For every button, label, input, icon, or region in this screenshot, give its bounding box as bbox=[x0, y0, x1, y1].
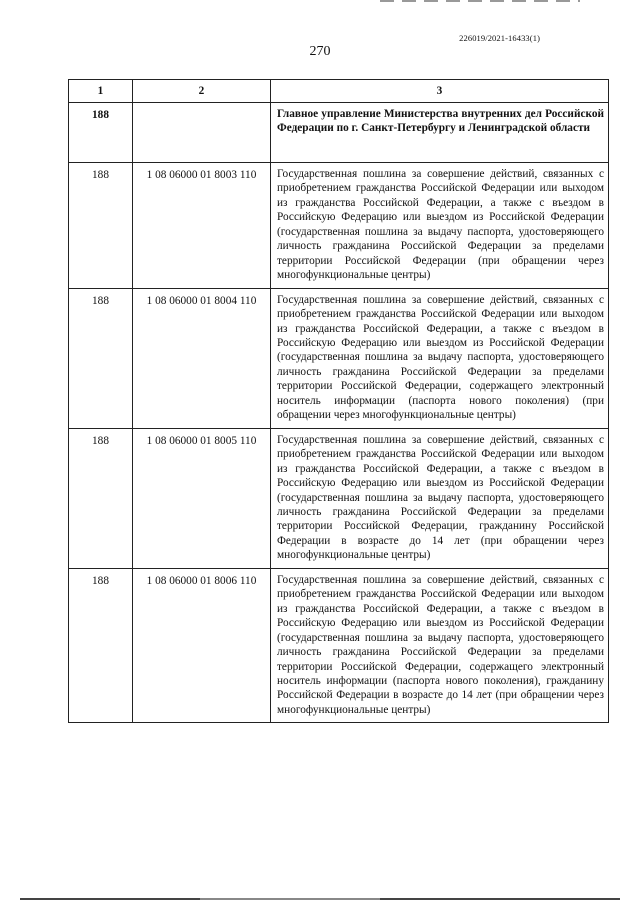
column-header-1: 1 bbox=[69, 80, 133, 103]
description-cell: Государственная пошлина за совершение действий, связанных с приобретением гражданства Российской Федерации или выходом из гражданства Российской Федерации, а также с въездом в Российскую Федерацию или выездом из Российской Федерации (государственная пошлина за выдачу паспорта, удостоверяющего личность гражданина Российской Федерации за пределами территории Российской Федерации, содержащего электронный носитель информации (паспорта нового поколения) (при обращении через многофункциональные центры) bbox=[271, 288, 609, 428]
column-header-3: 3 bbox=[271, 80, 609, 103]
table-row bbox=[69, 288, 609, 428]
revenue-code-cell: 1 08 06000 01 8005 110 bbox=[133, 428, 271, 568]
admin-code-cell: 188 bbox=[69, 288, 133, 428]
revenue-codes-table bbox=[68, 79, 609, 723]
scan-edge-mark bbox=[380, 0, 580, 2]
column-header-2: 2 bbox=[133, 80, 271, 103]
revenue-code-cell: 1 08 06000 01 8003 110 bbox=[133, 163, 271, 289]
revenue-code-cell: 1 08 06000 01 8004 110 bbox=[133, 288, 271, 428]
admin-code-cell: 188 bbox=[69, 568, 133, 723]
table-header-row bbox=[69, 80, 609, 103]
table-row bbox=[69, 428, 609, 568]
document-number: 226019/2021-16433(1) bbox=[459, 33, 540, 43]
table-row bbox=[69, 103, 609, 163]
admin-code-cell: 188 bbox=[69, 163, 133, 289]
description-cell: Главное управление Министерства внутренних дел Российской Федерации по г. Санкт-Петербургу и Ленинградской области bbox=[271, 103, 609, 163]
page-number: 270 bbox=[309, 44, 331, 59]
admin-code-cell: 188 bbox=[69, 103, 133, 163]
revenue-code-cell bbox=[133, 103, 271, 163]
revenue-code-cell: 1 08 06000 01 8006 110 bbox=[133, 568, 271, 723]
table-row bbox=[69, 163, 609, 289]
scan-edge-mark bbox=[20, 898, 620, 900]
description-cell: Государственная пошлина за совершение действий, связанных с приобретением гражданства Российской Федерации или выходом из гражданства Российской Федерации, а также с въездом в Российскую Федерацию или выездом из Российской Федерации (государственная пошлина за выдачу паспорта, удостоверяющего личность гражданина Российской Федерации за пределами территории Российской Федерации, гражданину Российской Федерации в возрасте до 14 лет (при обращении через многофункциональные центры) bbox=[271, 428, 609, 568]
description-cell: Государственная пошлина за совершение действий, связанных с приобретением гражданства Российской Федерации или выходом из гражданства Российской Федерации, а также с въездом в Российскую Федерацию или выездом из Российской Федерации (государственная пошлина за выдачу паспорта, удостоверяющего личность гражданина Российской Федерации за пределами территории Российской Федерации (при обращении через многофункциональные центры) bbox=[271, 163, 609, 289]
description-cell: Государственная пошлина за совершение действий, связанных с приобретением гражданства Российской Федерации или выходом из гражданства Российской Федерации, а также с въездом в Российскую Федерацию или выездом из Российской Федерации (государственная пошлина за выдачу паспорта, удостоверяющего личность гражданина Российской Федерации за пределами территории Российской Федерации, содержащего электронный носитель информации (паспорта нового поколения), гражданину Российской Федерации в возрасте до 14 лет (при обращении через многофункциональные центры) bbox=[271, 568, 609, 723]
table-row bbox=[69, 568, 609, 723]
admin-code-cell: 188 bbox=[69, 428, 133, 568]
